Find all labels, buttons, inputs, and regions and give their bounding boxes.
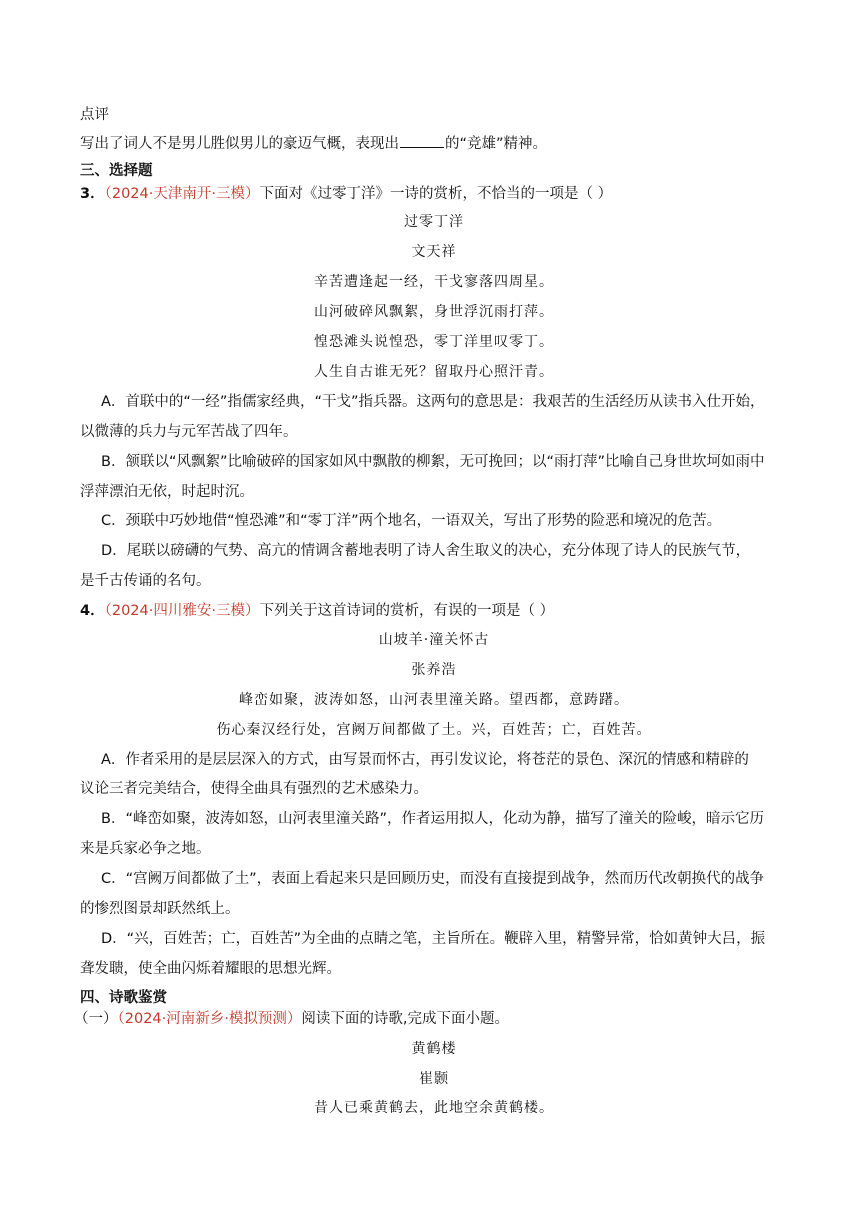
part1-poem-title: 黄鹤楼 [411, 1041, 457, 1057]
q3-poem-line: 人生自古谁无死？留取丹心照汗青。 [314, 364, 554, 380]
q3-poem-author: 文天祥 [411, 244, 457, 260]
q4-option-d-cont: 聋发聩，使全曲闪烁着耀眼的思想光辉。 [80, 961, 341, 977]
review-text [80, 133, 547, 154]
section3-heading: 三、选择题 [80, 163, 153, 179]
q3-poem-title: 过零丁洋 [404, 214, 464, 230]
q4-option-c-cont: 的惨烈图景却跃然纸上。 [80, 901, 240, 917]
q4-option-b-cont: 来是兵家必争之地。 [80, 841, 211, 857]
q4-option-b[interactable]: B．“峰峦如聚，波涛如怒，山河表里潼关路”，作者运用拟人，化动为静，描写了潼关的险峻，暗示它历 [101, 811, 764, 827]
q4-number: 4． [80, 603, 105, 619]
q3-option-c[interactable]: C．颈联中巧妙地借“惶恐滩”和“零丁洋”两个地名，一语双关，写出了形势的险恶和境况的危苦。 [101, 513, 722, 529]
part1-poem-line: 昔人已乘黄鹤去，此地空余黄鹤楼。 [314, 1100, 554, 1116]
q3-source: （2024·天津南开·三模） [104, 186, 260, 202]
q4-option-a[interactable]: A．作者采用的是层层深入的方式，由写景而怀古，再引发议论，将苍茫的景色、深沉的情感和精辟的 [101, 752, 749, 768]
q3-option-b[interactable]: B．颔联以“风飘絮”比喻破碎的国家如风中飘散的柳絮，无可挽回；以“雨打萍”比喻自己身世坎坷如雨中 [101, 454, 765, 470]
part1-stem: 阅读下面的诗歌,完成下面小题。 [301, 1011, 509, 1027]
section4-heading: 四、诗歌鉴赏 [80, 990, 167, 1006]
q3-number: 3． [80, 186, 105, 202]
q3-option-b-cont: 浮萍漂泊无依，时起时沉。 [80, 484, 254, 500]
part1-source: （2024·河南新乡·模拟预测） [117, 1011, 302, 1027]
q4-poem-author: 张养浩 [411, 662, 457, 678]
q3-option-d[interactable]: D．尾联以磅礴的气势、高亢的情调含蓄地表明了诗人舍生取义的决心，充分体现了诗人的民族气节， [101, 543, 751, 559]
part1-prefix: （一） [74, 1011, 118, 1027]
q4-poem-title: 山坡羊·潼关怀古 [378, 632, 490, 648]
q3-stem-line [80, 184, 612, 204]
q4-poem-line: 伤心秦汉经行处，宫阙万间都做了土。兴，百姓苦；亡，百姓苦。 [216, 722, 652, 738]
q4-option-d[interactable]: D．“兴，百姓苦；亡，百姓苦”为全曲的点睛之笔，主旨所在。鞭辟入里，精警异常，恰如黄钟大吕，振 [101, 931, 766, 947]
q4-stem-line [80, 601, 554, 621]
q4-stem: 下列关于这首诗词的赏析，有误的一项是（ ） [259, 603, 555, 619]
review-text-before: 写出了词人不是男儿胜似男儿的豪迈气概，表现出 [80, 136, 399, 152]
q3-option-a[interactable]: A．首联中的“一经”指儒家经典，“干戈”指兵器。这两句的意思是：我艰苦的生活经历从读书入仕开始， [101, 394, 765, 410]
q3-stem: 下面对《过零丁洋》一诗的赏析，不恰当的一项是（ ） [259, 186, 613, 202]
q3-poem-line: 惶恐滩头说惶恐，零丁洋里叹零丁。 [314, 334, 554, 350]
review-text-after: 的“竞雄”精神。 [445, 136, 548, 152]
q4-poem-line: 峰峦如聚，波涛如怒，山河表里潼关路。望西都，意踌躇。 [239, 692, 629, 708]
q3-poem-line: 辛苦遭逢起一经，干戈寥落四周星。 [314, 274, 554, 290]
answer-blank[interactable] [400, 133, 444, 148]
part1-poem-author: 崔颢 [419, 1071, 449, 1087]
q3-option-d-cont: 是千古传诵的名句。 [80, 573, 211, 589]
q3-option-a-cont: 以微薄的兵力与元军苦战了四年。 [80, 424, 298, 440]
part1-stem-line [74, 1009, 509, 1029]
q4-option-c[interactable]: C．“宫阙万间都做了土”，表面上看起来只是回顾历史，而没有直接提到战争，然而历代改朝换代的战争 [101, 871, 765, 887]
q4-option-a-cont: 议论三者完美结合，使得全曲具有强烈的艺术感染力。 [80, 781, 428, 797]
q3-poem-line: 山河破碎风飘絮，身世浮沉雨打萍。 [314, 304, 554, 320]
q4-source: （2024·四川雅安·三模） [104, 603, 260, 619]
review-heading: 点评 [80, 107, 109, 123]
